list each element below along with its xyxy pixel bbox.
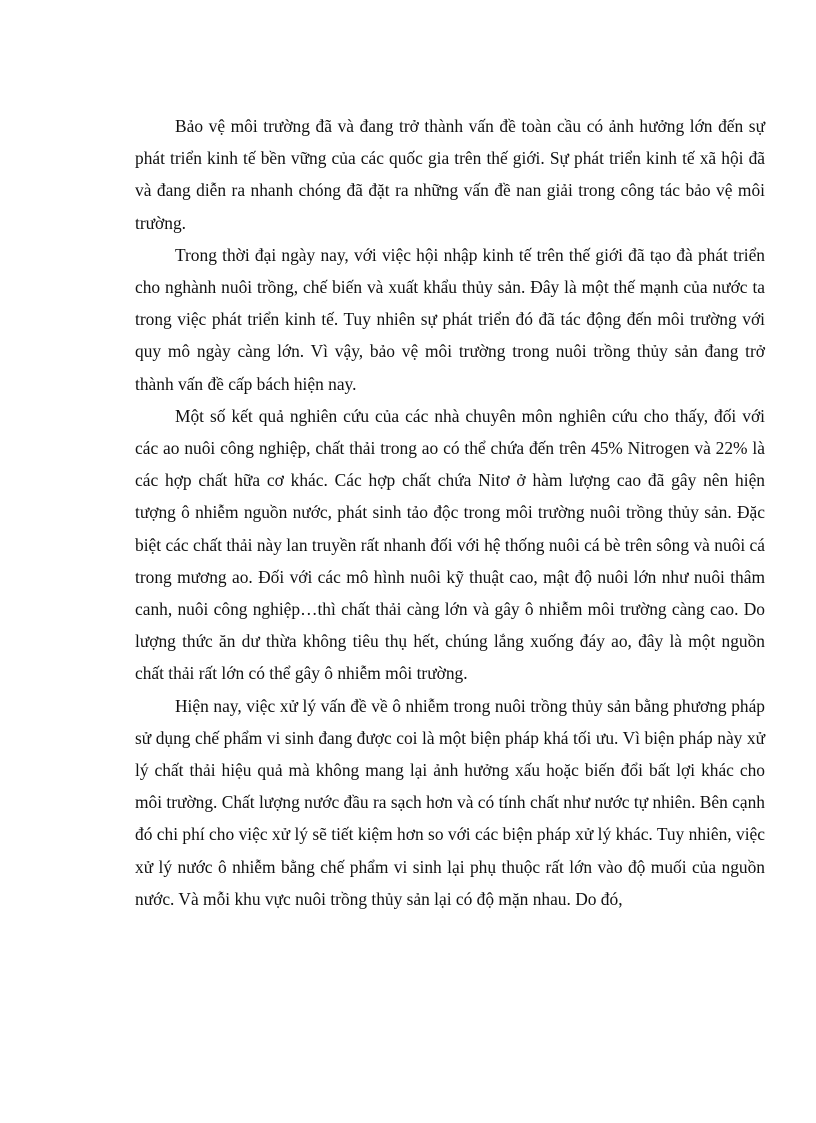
document-body: [135, 110, 765, 915]
paragraph-2: Trong thời đại ngày nay, với việc hội nhập kinh tế trên thế giới đã tạo đà phát triển cho nghành nuôi trồng, chế biến và xuất khẩu thủy sản. Đây là một thế mạnh của nước ta trong việc phát triển kinh tế. Tuy nhiên sự phát triển đó đã tác động đến môi trường với quy mô ngày càng lớn. Vì vậy, bảo vệ môi trường trong nuôi trồng thủy sản đang trở thành vấn đề cấp bách hiện nay.: [135, 244, 765, 394]
paragraph-4: Hiện nay, việc xử lý vấn đề về ô nhiễm trong nuôi trồng thủy sản bằng phương pháp sử dụng chế phẩm vi sinh đang được coi là một biện pháp khá tối ưu. Vì biện pháp này xử lý chất thải hiệu quả mà không mang lại ảnh hưởng xấu hoặc biến đổi bất lợi khác cho môi trường. Chất lượng nước đầu ra sạch hơn và có tính chất như nước tự nhiên. Bên cạnh đó chi phí cho việc xử lý sẽ tiết kiệm hơn so với các biện pháp xử lý khác. Tuy nhiên, việc xử lý nước ô nhiễm bằng chế phẩm vi sinh lại phụ thuộc rất lớn vào độ muối của nguồn nước. Và mỗi khu vực nuôi trồng thủy sản lại có độ mặn nhau. Do đó,: [135, 695, 765, 909]
paragraph-1: Bảo vệ môi trường đã và đang trở thành vấn đề toàn cầu có ảnh hưởng lớn đến sự phát triển kinh tế bền vững của các quốc gia trên thế giới. Sự phát triển kinh tế xã hội đã và đang diễn ra nhanh chóng đã đặt ra những vấn đề nan giải trong công tác bảo vệ môi trường.: [135, 116, 765, 233]
paragraph-3: Một số kết quả nghiên cứu của các nhà chuyên môn nghiên cứu cho thấy, đối với các ao nuôi công nghiệp, chất thải trong ao có thể chứa đến trên 45% Nitrogen và 22% là các hợp chất hữa cơ khác. Các hợp chất chứa Nitơ ở hàm lượng cao đã gây nên hiện tượng ô nhiễm nguồn nước, phát sinh tảo độc trong môi trường nuôi trồng thủy sản. Đặc biệt các chất thải này lan truyền rất nhanh đối với hệ thống nuôi cá bè trên sông và nuôi cá trong mương ao. Đối với các mô hình nuôi kỹ thuật cao, mật độ nuôi lớn như nuôi thâm canh, nuôi công nghiệp…thì chất thải càng lớn và gây ô nhiễm môi trường càng cao. Do lượng thức ăn dư thừa không tiêu thụ hết, chúng lắng xuống đáy ao, đây là một nguồn chất thải rất lớn có thể gây ô nhiễm môi trường.: [135, 405, 765, 684]
